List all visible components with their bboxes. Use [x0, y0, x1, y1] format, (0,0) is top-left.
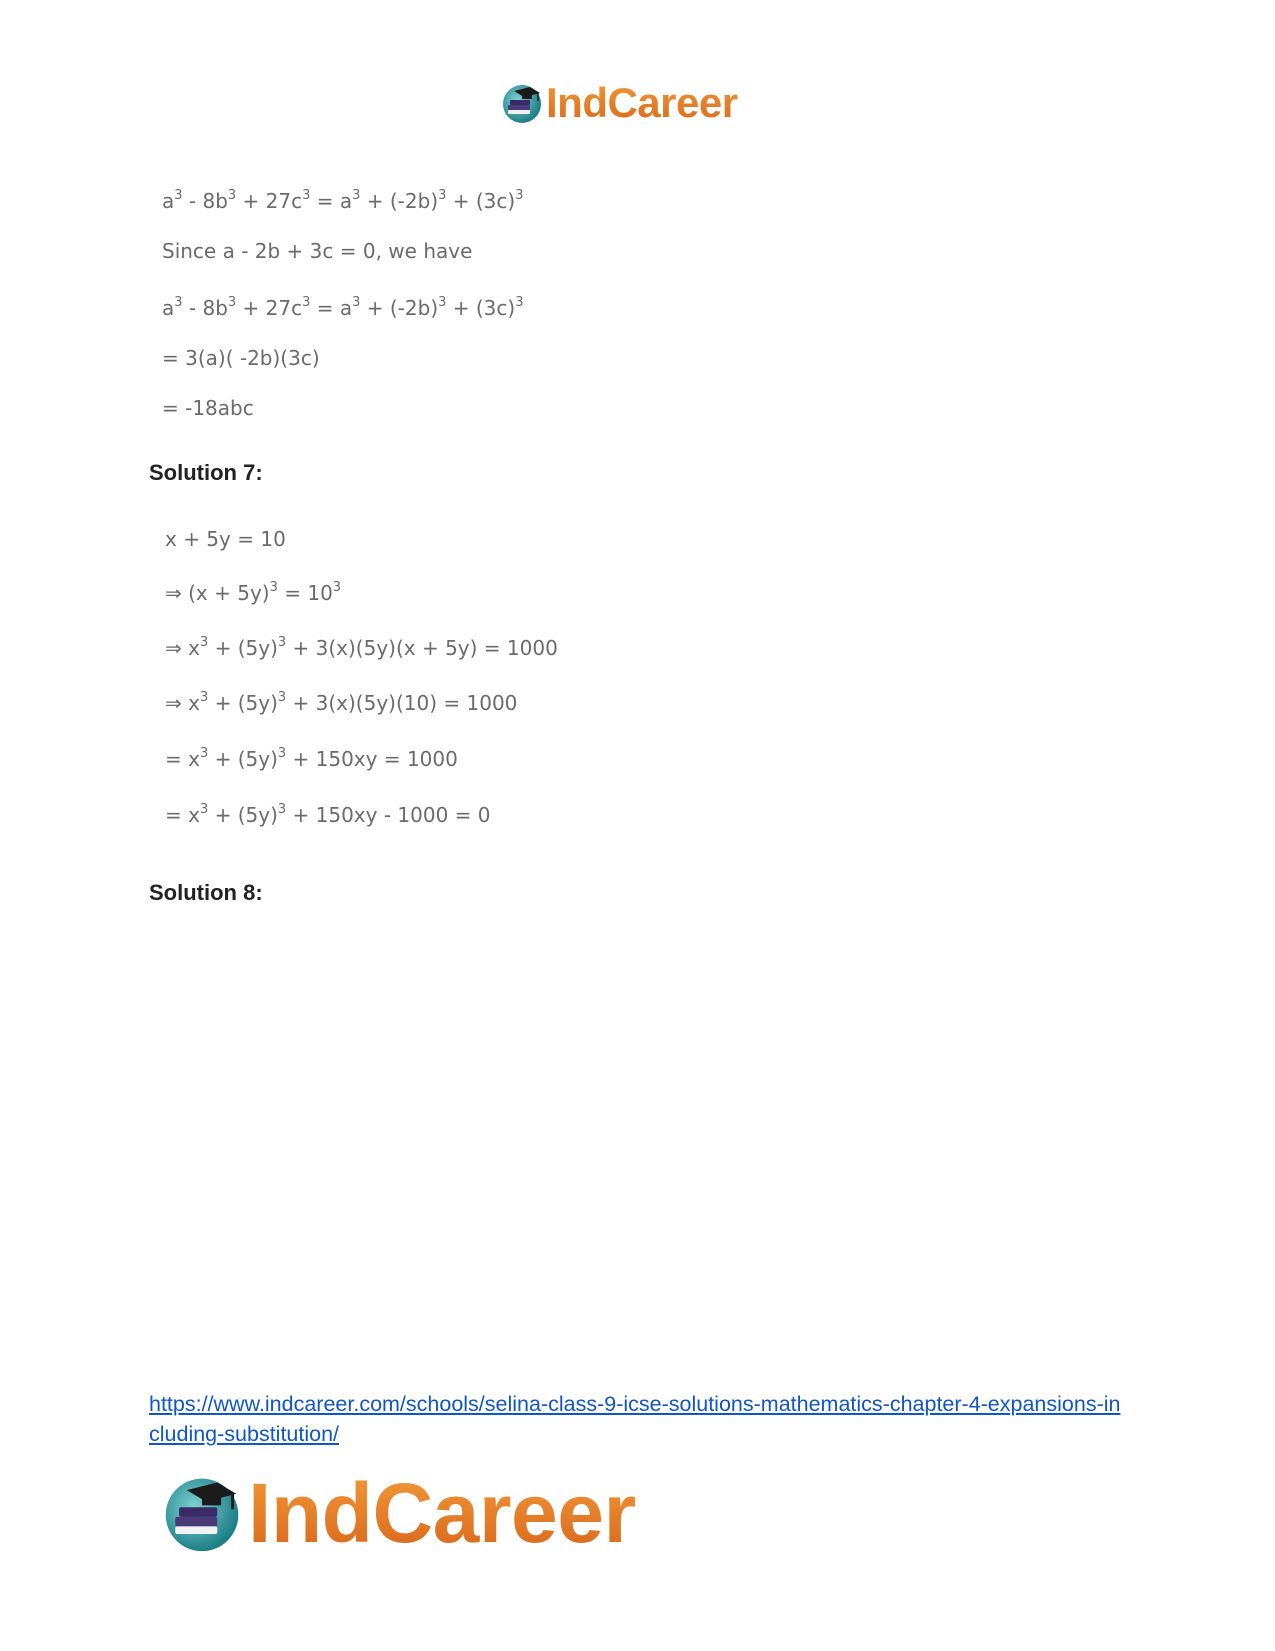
- equation-line: $a^3 - 8b^3 + 27c^3 = a^3 + (-2b)^3 + (3c)^3$: [162, 295, 524, 320]
- solution-heading: Solution 7:: [149, 460, 263, 485]
- logo-text: IndCareer: [546, 79, 738, 126]
- equation-line: ⇒ $(x + 5y)^3 = 10^3$: [165, 580, 342, 605]
- source-link[interactable]: https://www.indcareer.com/schools/selina-class-9-icse-solutions-mathematics-chapter-4-expansions-including-substitution/: [149, 1392, 1121, 1446]
- graduation-book-globe-icon: [160, 1471, 244, 1555]
- header-logo: [500, 78, 738, 128]
- equation-line: = $x^3 + (5y)^3 + 150xy = 1000$: [165, 746, 458, 771]
- equation-line: x + 5y = 10: [165, 527, 286, 551]
- logo-text: IndCareer: [248, 1466, 636, 1560]
- equation-line: = -18abc: [162, 396, 254, 420]
- equation-line: ⇒ $x^3 + (5y)^3 + 3(x)(5y)(x + 5y) = 1000$: [165, 635, 558, 660]
- equation-line: = 3(a)( -2b)(3c): [162, 346, 320, 370]
- graduation-book-globe-icon: [500, 81, 544, 125]
- footer-logo: [160, 1468, 636, 1558]
- equation-line: $a^3 - 8b^3 + 27c^3 = a^3 + (-2b)^3 + (3c)^3$: [162, 188, 524, 213]
- equation-line: ⇒ $x^3 + (5y)^3 + 3(x)(5y)(10) = 1000$: [165, 690, 518, 715]
- equation-line: Since a - 2b + 3c = 0, we have: [162, 239, 473, 263]
- solution-heading: Solution 8:: [149, 880, 263, 905]
- equation-line: = $x^3 + (5y)^3 + 150xy - 1000 = 0$: [165, 802, 491, 827]
